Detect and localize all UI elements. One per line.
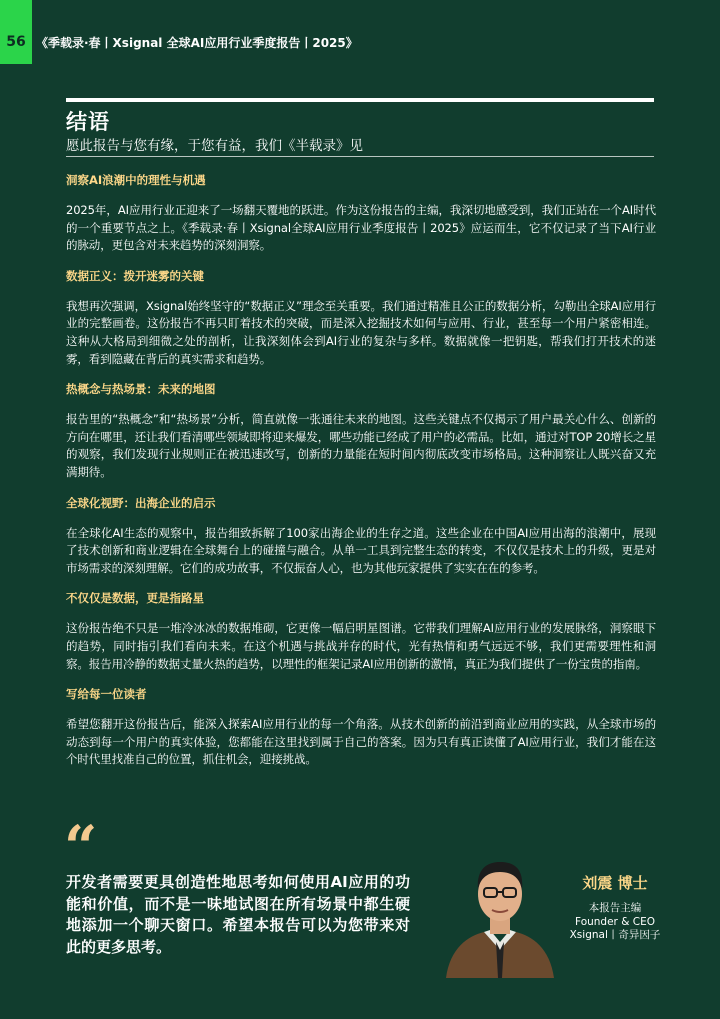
author-role-ceo: Founder & CEO xyxy=(575,915,655,928)
report-title: 《季载录·春丨Xsignal 全球AI应用行业季度报告丨2025》 xyxy=(36,36,358,50)
section-heading: 洞察AI浪潮中的理性与机遇 xyxy=(66,173,206,187)
section-to-readers xyxy=(66,686,656,769)
author-roles xyxy=(555,902,675,943)
author-name: 刘震 博士 xyxy=(582,874,648,892)
section-heading: 热概念与热场景：未来的地图 xyxy=(66,382,216,397)
section-guiding-star xyxy=(66,590,656,673)
quote-mark-icon: “ xyxy=(64,813,98,881)
section-insight xyxy=(66,172,656,255)
section-heading: 数据正义：拨开迷雾的关键 xyxy=(66,268,204,283)
section-paragraph: 在全球化AI生态的观察中，报告细致拆解了100家出海企业的生存之道。这些企业在中国AI应用出海的浪潮中，展现了技术创新和商业逻辑在全球舞台上的碰撞与融合。从单一工具到完整生态的转变，不仅仅是技术上的升级，更是对市场需求的深刻理解。它们的成功故事，不仅振奋人心，也为其他玩家提供了实实在在的参考。 xyxy=(66,525,656,575)
author-portrait xyxy=(440,838,560,978)
section-global-view xyxy=(66,495,656,578)
section-paragraph: 希望您翻开这份报告后，能深入探索AI应用行业的每一个角落。从技术创新的前沿到商业应用的实践，从全球市场的动态到每一个用户的真实体验，您都能在这里找到属于自己的答案。因为只有真正读懂了AI应用行业，我们才能在这个时代里找准自己的位置，抓住机会，迎接挑战。 xyxy=(66,717,656,767)
title-rule xyxy=(66,98,654,102)
section-heading: 全球化视野：出海企业的启示 xyxy=(66,495,216,510)
page-subtitle: 愿此报告与您有缘，于您有益，我们《半载录》见 xyxy=(66,138,363,154)
page-number: 56 xyxy=(0,0,32,64)
section-data-justice xyxy=(66,268,656,368)
subtitle-divider xyxy=(66,156,654,157)
conclusion-body xyxy=(66,172,656,782)
author-role-editor: 本报告主编 xyxy=(588,902,642,914)
section-heading: 写给每一位读者 xyxy=(66,687,147,702)
section-hot-concepts xyxy=(66,381,656,481)
author-role-company: Xsignal丨奇异因子 xyxy=(569,929,661,941)
page-header xyxy=(0,0,720,64)
pull-quote: 开发者需要更具创造性地思考如何使用AI应用的功能和价值，而不是一味地试图在所有场景中都生硬地添加一个聊天窗口。希望本报告可以为您带来对此的更多思考。 xyxy=(66,873,410,956)
section-heading: 不仅仅是数据，更是指路星 xyxy=(66,591,204,606)
section-paragraph: 2025年，AI应用行业正迎来了一场翻天覆地的跃进。作为这份报告的主编，我深切地感受到，我们正站在一个AI时代的一个重要节点之上。《季载录·春丨Xsignal全球AI应用行业季度报告丨2025》应运而生，它不仅记录了当下AI行业的脉动，更包含对未来趋势的深刻洞察。 xyxy=(66,203,656,253)
section-paragraph: 我想再次强调，Xsignal始终坚守的“数据正义”理念至关重要。我们通过精准且公正的数据分析，勾勒出全球AI应用行业的完整画卷。这份报告不再只盯着技术的突破，而是深入挖掘技术如何与应用、行业，甚至每一个用户紧密相连。这种从大格局到细微之处的剖析，让我深刻体会到AI行业的复杂与多样。数据就像一把钥匙，帮我们打开技术的迷雾，看到隐藏在背后的真实需求和趋势。 xyxy=(66,298,656,366)
section-paragraph: 报告里的“热概念”和“热场景”分析，简直就像一张通往未来的地图。这些关键点不仅揭示了用户最关心什么、创新的方向在哪里，还让我们看清哪些领域即将迎来爆发，哪些功能已经成了用户的必需品。比如，通过对TOP 20增长之星的观察，我们发现行业规则正在被迅速改写，创新的力量能在短时间内彻底改变市场格局。这种洞察让人既兴奋又充满期待。 xyxy=(66,412,656,479)
page-title: 结语 xyxy=(66,110,110,134)
section-paragraph: 这份报告绝不只是一堆冷冰冰的数据堆砌，它更像一幅启明星图谱。它带我们理解AI应用行业的发展脉络，洞察眼下的趋势，同时指引我们看向未来。在这个机遇与挑战并存的时代，光有热情和勇气远远不够，我们更需要理性和洞察。报告用冷静的数据丈量火热的趋势，以理性的框架记录AI应用创新的激情，真正为我们提供了一份宝贵的指南。 xyxy=(66,621,656,671)
